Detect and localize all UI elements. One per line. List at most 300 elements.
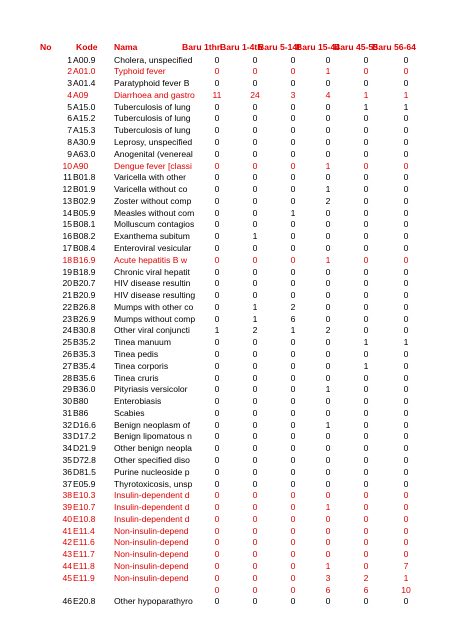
- cell-value: 0: [214, 78, 220, 89]
- cell-value: 0: [214, 207, 220, 218]
- cell-value: 0: [363, 490, 369, 501]
- cell-value: 0: [214, 160, 220, 171]
- cell-value: 0: [325, 125, 331, 136]
- cell-value: 0: [214, 490, 220, 501]
- cell-value: 0: [325, 490, 331, 501]
- cell-value: 0: [325, 466, 331, 477]
- cell-nama: Dengue fever [classi: [114, 160, 192, 171]
- cell-value: 0: [252, 384, 258, 395]
- cell-value: 3: [290, 89, 296, 100]
- cell-kode: B26.8: [73, 301, 96, 312]
- cell-kode: B05.9: [73, 207, 96, 218]
- cell-value: 0: [290, 349, 296, 359]
- cell-value: 0: [290, 78, 296, 89]
- cell-value: 0: [214, 478, 220, 489]
- cell-nama: Benign lipomatous n: [114, 431, 192, 442]
- cell-value: 1: [325, 419, 331, 430]
- cell-value: 0: [214, 301, 220, 312]
- header-col: Baru 5-14t: [258, 42, 301, 52]
- table-row: [0, 125, 474, 136]
- cell-kode: [73, 585, 119, 596]
- cell-value: 0: [290, 54, 296, 65]
- cell-value: 2: [290, 301, 296, 312]
- cell-value: 0: [325, 278, 331, 289]
- cell-value: 0: [252, 125, 258, 136]
- cell-no: 5: [67, 101, 72, 112]
- cell-value: 0: [290, 254, 296, 265]
- cell-value: 0: [290, 266, 296, 277]
- cell-value: 0: [252, 66, 258, 77]
- cell-value: 3: [325, 572, 331, 583]
- cell-value: 0: [252, 419, 258, 430]
- cell-no: 13: [62, 195, 72, 206]
- cell-value: 0: [363, 313, 369, 324]
- cell-no: 24: [62, 325, 72, 336]
- cell-value: 0: [325, 360, 331, 371]
- cell-kode: E11.8: [73, 561, 95, 572]
- cell-value: 0: [290, 125, 296, 136]
- table-row: [0, 184, 474, 195]
- cell-nama: Zoster without comp: [114, 195, 192, 206]
- table-row: [0, 66, 474, 77]
- cell-value: 11: [212, 89, 222, 100]
- cell-kode: B02.9: [73, 195, 96, 206]
- cell-value: 0: [325, 301, 331, 312]
- cell-kode: A01.4: [73, 78, 96, 89]
- cell-value: 0: [290, 290, 296, 301]
- cell-value: 1: [325, 184, 331, 195]
- table-row: [0, 243, 474, 254]
- cell-value: 0: [290, 172, 296, 183]
- cell-value: 0: [252, 219, 258, 230]
- cell-nama: Mumps without comp: [114, 313, 196, 324]
- cell-no: 25: [62, 337, 72, 348]
- cell-value: 0: [325, 242, 331, 253]
- cell-value: 0: [214, 372, 220, 383]
- cell-kode: B36.0: [73, 384, 96, 395]
- cell-value: 0: [252, 372, 258, 383]
- cell-value: 0: [214, 148, 220, 159]
- cell-nama: Tinea pedis: [114, 349, 159, 359]
- cell-value: 0: [325, 54, 331, 65]
- table-row: [0, 479, 474, 490]
- cell-value: 0: [403, 490, 409, 501]
- cell-nama: Exanthema subitum: [114, 231, 190, 242]
- table-row: [0, 373, 474, 384]
- cell-value: 0: [325, 431, 331, 442]
- cell-value: 0: [252, 466, 258, 477]
- cell-value: 1: [325, 384, 331, 395]
- cell-nama: Mumps with other co: [114, 301, 194, 312]
- cell-value: 0: [214, 431, 220, 442]
- cell-value: 0: [403, 54, 409, 65]
- cell-value: 0: [403, 419, 409, 430]
- cell-value: 0: [252, 360, 258, 371]
- cell-value: 0: [325, 78, 331, 89]
- cell-value: 0: [214, 113, 220, 124]
- cell-value: 0: [403, 396, 409, 407]
- cell-kode: A01.0: [73, 66, 96, 77]
- cell-value: 0: [290, 455, 296, 466]
- table-row: [0, 549, 474, 560]
- cell-value: 0: [252, 596, 258, 607]
- cell-value: 4: [325, 89, 331, 100]
- cell-nama: Leprosy, unspecified: [114, 136, 193, 147]
- cell-value: 0: [363, 372, 369, 383]
- cell-value: 0: [325, 290, 331, 301]
- cell-value: 0: [403, 325, 409, 336]
- cell-no: 21: [62, 290, 72, 301]
- cell-value: 0: [290, 396, 296, 407]
- cell-value: 0: [252, 443, 258, 454]
- cell-kode: B01.9: [73, 184, 96, 195]
- cell-no: 29: [62, 384, 72, 395]
- cell-value: 0: [252, 572, 258, 583]
- cell-no: 33: [62, 431, 72, 442]
- cell-nama: Chronic viral hepatit: [114, 266, 190, 277]
- cell-value: 0: [403, 384, 409, 395]
- cell-value: 0: [403, 231, 409, 242]
- cell-no: 14: [62, 207, 72, 218]
- cell-value: 0: [290, 537, 296, 548]
- cell-value: 0: [363, 207, 369, 218]
- cell-value: 7: [403, 561, 409, 572]
- cell-nama: Non-insulin-depend: [114, 572, 189, 583]
- header-no: No: [40, 42, 52, 52]
- cell-kode: B30.8: [73, 325, 96, 336]
- cell-value: 2: [325, 325, 331, 336]
- cell-value: 0: [290, 584, 296, 595]
- cell-no: 39: [62, 502, 72, 513]
- cell-no: 38: [62, 490, 72, 501]
- cell-no: 12: [62, 184, 72, 195]
- table-row: [0, 514, 474, 525]
- cell-value: 0: [363, 525, 369, 536]
- table-row: [0, 490, 474, 501]
- cell-value: 0: [290, 337, 296, 348]
- cell-value: 0: [214, 360, 220, 371]
- cell-nama: [114, 585, 182, 596]
- cell-value: 0: [363, 231, 369, 242]
- cell-value: 0: [325, 101, 331, 112]
- table-row: [0, 408, 474, 419]
- table-row: [0, 526, 474, 537]
- cell-value: 0: [363, 113, 369, 124]
- cell-value: 0: [214, 466, 220, 477]
- cell-value: 0: [290, 184, 296, 195]
- cell-nama: Tinea cruris: [114, 372, 159, 383]
- cell-value: 0: [252, 136, 258, 147]
- cell-value: 1: [290, 325, 296, 336]
- cell-kode: B35.2: [73, 337, 96, 348]
- cell-kode: B08.2: [73, 231, 96, 242]
- cell-value: 0: [403, 313, 409, 324]
- cell-value: 0: [252, 184, 258, 195]
- cell-value: 0: [252, 490, 258, 501]
- cell-value: 0: [214, 502, 220, 513]
- cell-value: 0: [252, 54, 258, 65]
- cell-kode: B01.8: [73, 172, 96, 183]
- cell-value: 0: [252, 407, 258, 418]
- cell-no: 36: [62, 466, 72, 477]
- cell-value: 0: [252, 266, 258, 277]
- table-row: [0, 102, 474, 113]
- table-row: [0, 561, 474, 572]
- cell-no: 35: [62, 455, 72, 466]
- cell-value: 0: [403, 502, 409, 513]
- cell-nama: Non-insulin-depend: [114, 549, 189, 560]
- cell-no: 2: [67, 66, 72, 77]
- table-row: [0, 172, 474, 183]
- cell-value: 0: [363, 219, 369, 230]
- cell-kode: E10.8: [73, 513, 96, 524]
- cell-value: 0: [290, 136, 296, 147]
- cell-value: 1: [214, 325, 220, 336]
- cell-value: 0: [403, 207, 409, 218]
- cell-kode: B26.9: [73, 313, 96, 324]
- cell-nama: Insulin-dependent d: [114, 502, 190, 513]
- cell-value: 0: [290, 525, 296, 536]
- table-row: [0, 573, 474, 584]
- cell-value: 0: [403, 125, 409, 136]
- cell-value: 0: [403, 455, 409, 466]
- table-row: [0, 290, 474, 301]
- cell-value: 0: [214, 561, 220, 572]
- cell-nama: Thyrotoxicosis, unsp: [114, 478, 193, 489]
- cell-value: 0: [403, 172, 409, 183]
- cell-kode: E11.7: [73, 549, 95, 560]
- cell-value: 0: [214, 290, 220, 301]
- cell-value: 1: [325, 561, 331, 572]
- cell-value: 0: [290, 242, 296, 253]
- cell-value: 0: [214, 349, 220, 359]
- cell-nama: Varicella without co: [114, 184, 188, 195]
- cell-kode: D21.9: [73, 443, 96, 454]
- cell-value: 0: [290, 561, 296, 572]
- cell-value: 1: [252, 231, 258, 242]
- table-row: [0, 78, 474, 89]
- cell-nama: Scabies: [114, 407, 145, 418]
- cell-value: 0: [252, 537, 258, 548]
- cell-value: 0: [252, 525, 258, 536]
- cell-kode: E20.8: [73, 596, 96, 607]
- cell-value: 0: [290, 148, 296, 159]
- cell-value: 0: [252, 349, 258, 359]
- cell-value: 0: [325, 136, 331, 147]
- cell-value: 0: [214, 572, 220, 583]
- cell-value: 0: [403, 78, 409, 89]
- cell-kode: E11.4: [73, 525, 95, 536]
- cell-value: 0: [290, 66, 296, 77]
- table-row: [0, 596, 474, 607]
- cell-value: 0: [325, 537, 331, 548]
- cell-value: 0: [290, 360, 296, 371]
- cell-value: 0: [325, 207, 331, 218]
- cell-value: 1: [403, 337, 409, 348]
- header-col: Baru 56-64: [372, 42, 416, 52]
- cell-value: 0: [363, 148, 369, 159]
- cell-no: 42: [62, 537, 72, 548]
- header-col: Baru 15-44: [296, 42, 340, 52]
- cell-no: 22: [62, 301, 72, 312]
- cell-no: 27: [62, 360, 72, 371]
- cell-no: 18: [62, 254, 72, 265]
- cell-value: 0: [290, 419, 296, 430]
- cell-value: 0: [214, 219, 220, 230]
- table-row: [0, 231, 474, 242]
- cell-no: 16: [62, 231, 72, 242]
- cell-value: 0: [252, 337, 258, 348]
- cell-value: 0: [214, 384, 220, 395]
- cell-value: 0: [252, 549, 258, 560]
- cell-nama: Non-insulin-depend: [114, 525, 189, 536]
- cell-value: 0: [363, 66, 369, 77]
- cell-kode: B80: [73, 396, 89, 407]
- cell-value: 0: [363, 596, 369, 607]
- cell-value: 0: [363, 561, 369, 572]
- header-col: Baru 1-4th: [220, 42, 263, 52]
- cell-value: 0: [290, 372, 296, 383]
- cell-value: 0: [252, 148, 258, 159]
- cell-value: 0: [403, 301, 409, 312]
- cell-value: 0: [252, 431, 258, 442]
- cell-value: 0: [214, 396, 220, 407]
- cell-value: 0: [290, 231, 296, 242]
- cell-value: 0: [290, 596, 296, 607]
- cell-value: 0: [290, 466, 296, 477]
- cell-value: 0: [214, 455, 220, 466]
- table-row: [0, 161, 474, 172]
- cell-no: 17: [62, 242, 72, 253]
- cell-value: 0: [290, 443, 296, 454]
- table-row: [0, 314, 474, 325]
- cell-kode: D72.8: [73, 455, 96, 466]
- cell-value: 0: [363, 443, 369, 454]
- cell-value: 0: [403, 513, 409, 524]
- cell-value: 0: [214, 596, 220, 607]
- cell-value: 0: [363, 195, 369, 206]
- cell-value: 0: [363, 419, 369, 430]
- cell-kode: E10.7: [73, 502, 96, 513]
- table-row: [0, 537, 474, 548]
- header-nama: Nama: [114, 42, 138, 52]
- table-row: [0, 502, 474, 513]
- table-row: [0, 302, 474, 313]
- cell-value: 0: [214, 407, 220, 418]
- cell-kode: B35.3: [73, 349, 96, 359]
- cell-kode: A15.0: [73, 101, 96, 112]
- cell-value: 0: [214, 136, 220, 147]
- cell-value: 0: [403, 219, 409, 230]
- cell-nama: Non-insulin-depend: [114, 561, 189, 572]
- cell-value: 0: [363, 478, 369, 489]
- cell-kode: B20.9: [73, 290, 96, 301]
- cell-no: 44: [62, 561, 72, 572]
- cell-value: 1: [403, 572, 409, 583]
- cell-value: 0: [214, 195, 220, 206]
- cell-nama: Other benign neopla: [114, 443, 192, 454]
- cell-nama: Enteroviral vesicular: [114, 242, 192, 253]
- cell-value: 0: [290, 219, 296, 230]
- cell-nama: Insulin-dependent d: [114, 490, 190, 501]
- header-kode: Kode: [76, 42, 98, 52]
- cell-no: 41: [62, 525, 72, 536]
- table-row: [0, 149, 474, 160]
- cell-value: 0: [363, 266, 369, 277]
- cell-value: 0: [403, 525, 409, 536]
- cell-value: 0: [403, 278, 409, 289]
- cell-value: 0: [363, 125, 369, 136]
- cell-value: 0: [403, 290, 409, 301]
- cell-value: 0: [363, 184, 369, 195]
- cell-kode: A90: [73, 160, 89, 171]
- cell-value: 0: [325, 231, 331, 242]
- table-row: [0, 420, 474, 431]
- cell-value: 0: [252, 113, 258, 124]
- cell-value: 1: [252, 301, 258, 312]
- cell-kode: A15.3: [73, 125, 96, 136]
- cell-nama: Diarrhoea and gastro: [114, 89, 195, 100]
- cell-no: 3: [67, 78, 72, 89]
- cell-nama: Pityriasis versicolor: [114, 384, 188, 395]
- cell-value: 0: [363, 160, 369, 171]
- cell-no: [40, 585, 72, 596]
- cell-value: 0: [290, 195, 296, 206]
- cell-value: 0: [214, 584, 220, 595]
- cell-value: 0: [252, 207, 258, 218]
- cell-value: 0: [403, 466, 409, 477]
- cell-no: 40: [62, 513, 72, 524]
- cell-no: 43: [62, 549, 72, 560]
- cell-value: 0: [325, 337, 331, 348]
- table-row: [0, 361, 474, 372]
- cell-value: 0: [214, 54, 220, 65]
- cell-value: 0: [325, 443, 331, 454]
- cell-nama: HIV disease resulting: [114, 290, 196, 301]
- cell-nama: Tuberculosis of lung: [114, 125, 191, 136]
- table-row: [0, 255, 474, 266]
- cell-value: 10: [401, 584, 411, 595]
- cell-value: 0: [363, 325, 369, 336]
- cell-value: 0: [403, 136, 409, 147]
- cell-no: 6: [67, 113, 72, 124]
- header-row: [0, 42, 474, 53]
- cell-value: 0: [325, 372, 331, 383]
- cell-no: 45: [62, 572, 72, 583]
- cell-nama: Purine nucleoside p: [114, 466, 190, 477]
- cell-nama: Benign neoplasm of: [114, 419, 190, 430]
- cell-value: 0: [252, 396, 258, 407]
- cell-no: 19: [62, 266, 72, 277]
- cell-value: 0: [403, 148, 409, 159]
- cell-kode: B16.9: [73, 254, 96, 265]
- cell-value: 0: [363, 136, 369, 147]
- cell-value: 1: [325, 502, 331, 513]
- cell-value: 0: [214, 101, 220, 112]
- cell-no: 4: [67, 89, 72, 100]
- cell-value: 0: [290, 502, 296, 513]
- cell-nama: Tinea manuum: [114, 337, 172, 348]
- cell-value: 0: [403, 184, 409, 195]
- cell-nama: Other hypoparathyro: [114, 596, 193, 607]
- cell-value: 0: [290, 513, 296, 524]
- cell-value: 1: [403, 89, 409, 100]
- table-row: [0, 396, 474, 407]
- cell-no: 32: [62, 419, 72, 430]
- cell-no: 37: [62, 478, 72, 489]
- cell-value: 0: [214, 549, 220, 560]
- cell-value: 0: [290, 160, 296, 171]
